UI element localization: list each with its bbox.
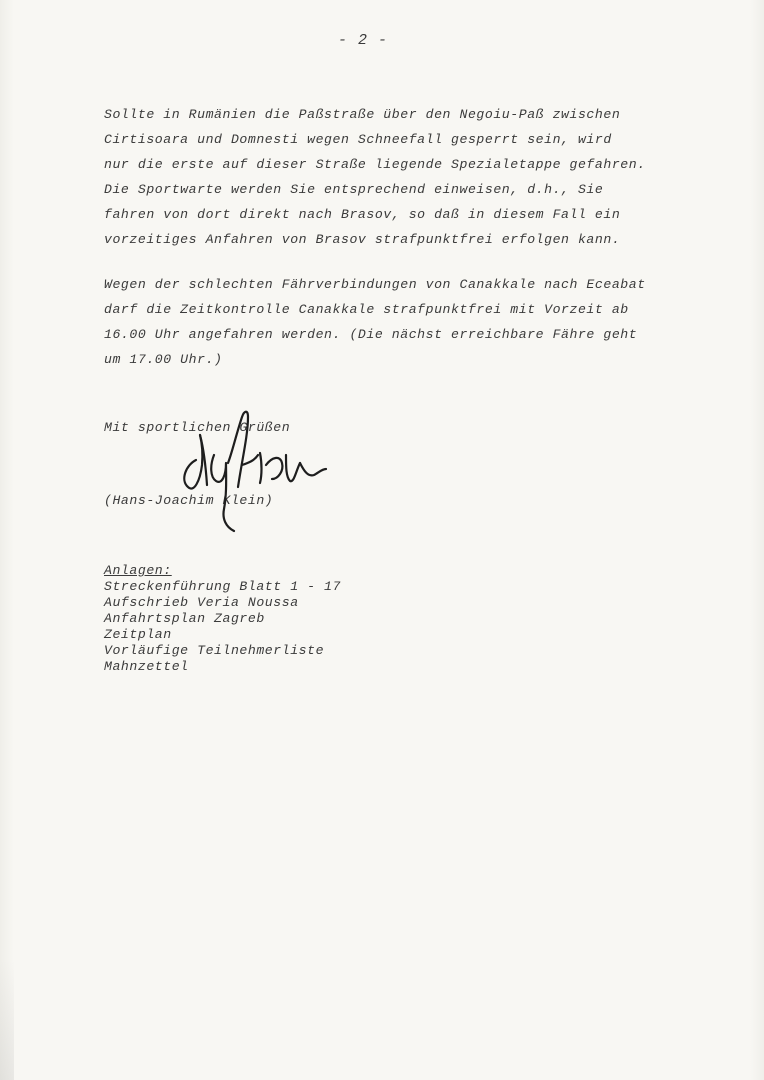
handwritten-signature: [176, 405, 336, 535]
paragraph-line: darf die Zeitkontrolle Canakkale strafpunktfrei mit Vorzeit ab: [104, 302, 629, 317]
attachment-item: Streckenführung Blatt 1 - 17: [104, 579, 341, 594]
attachment-item: Anfahrtsplan Zagreb: [104, 611, 265, 626]
paragraph-line: 16.00 Uhr angefahren werden. (Die nächst erreichbare Fähre geht: [104, 327, 638, 342]
closing-greeting: Mit sportlichen Grüßen: [104, 420, 291, 435]
paragraph-line: um 17.00 Uhr.): [104, 352, 223, 367]
attachment-item: Vorläufige Teilnehmerliste: [104, 643, 325, 658]
attachment-item: Aufschrieb Veria Noussa: [104, 595, 299, 610]
paragraph-line: vorzeitiges Anfahren von Brasov strafpunktfrei erfolgen kann.: [104, 232, 621, 247]
paragraph-line: Sollte in Rumänien die Paßstraße über den Negoiu-Paß zwischen: [104, 107, 621, 122]
attachment-item: Zeitplan: [104, 627, 172, 642]
paragraph-line: Die Sportwarte werden Sie entsprechend einweisen, d.h., Sie: [104, 182, 604, 197]
paragraph-line: Cirtisoara und Domnesti wegen Schneefall gesperrt sein, wird: [104, 132, 612, 147]
signatory-name: (Hans-Joachim Klein): [104, 493, 274, 508]
paragraph-line: fahren von dort direkt nach Brasov, so daß in diesem Fall ein: [104, 207, 621, 222]
paragraph-line: Wegen der schlechten Fährverbindungen von Canakkale nach Eceabat: [104, 277, 646, 292]
attachment-item: Mahnzettel: [104, 659, 189, 674]
paragraph-line: nur die erste auf dieser Straße liegende Spezialetappe gefahren.: [104, 157, 646, 172]
page-edge-shadow: [0, 960, 14, 1080]
page-number: - 2 -: [338, 32, 389, 49]
attachments-heading: Anlagen:: [104, 563, 172, 578]
